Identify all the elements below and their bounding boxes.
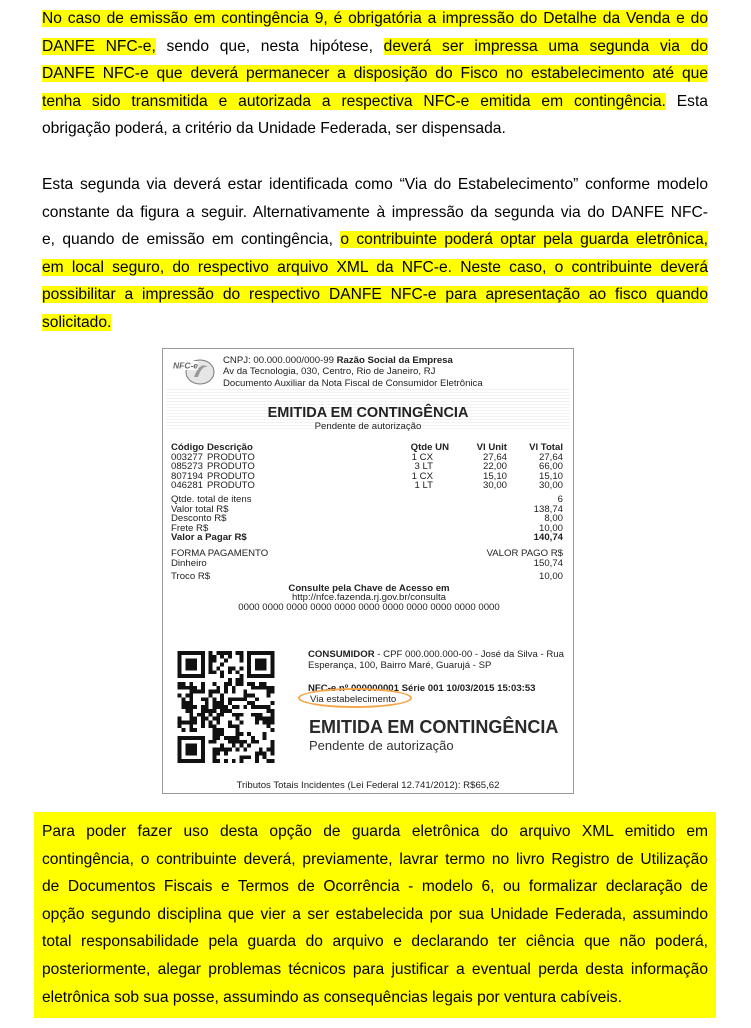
- razao-social: Razão Social da Empresa: [336, 355, 453, 366]
- text-segment: constante da figura a seguir. Alternativamente à impressão da segunda via do DANFE NFC-: [42, 203, 708, 221]
- text-line: [42, 33, 708, 61]
- total-value: 138,74: [533, 503, 563, 515]
- total-row: [171, 514, 567, 524]
- highlighted-text: deverá ser impressa uma segunda via do: [383, 37, 708, 55]
- access-chave: 0000 0000 0000 0000 0000 0000 0000 0000 0000 0000 0000: [238, 601, 500, 613]
- access-consulte: Consulte pela Chave de Acesso em: [288, 582, 450, 594]
- contingency-subtitle: Pendente de autorização: [314, 421, 422, 432]
- col-descricao: Descrição: [207, 442, 253, 453]
- contingency-subtitle-2: Pendente de autorização: [309, 738, 454, 753]
- col-vlunit: Vl Unit: [476, 442, 507, 453]
- consumer-line-2: Esperança, 100, Bairro Maré, Guarujá - SP: [308, 660, 492, 672]
- total-value: 8,00: [544, 513, 563, 525]
- text-line: [42, 115, 708, 143]
- valor-pago-label: VALOR PAGO R$: [486, 547, 563, 559]
- item-vlunit: 30,00: [482, 480, 507, 492]
- text-line: opção segundo disciplina que vier a ser estabelecida por sua Unidade Federada, assumindo: [42, 905, 708, 923]
- item-vltotal: 27,64: [538, 451, 563, 463]
- total-row: [171, 533, 567, 543]
- total-value: 10,00: [538, 522, 563, 534]
- payment-row: [171, 559, 567, 569]
- item-descricao: PRODUTO: [207, 470, 255, 482]
- text-line: de Documentos Fiscais e Termos de Ocorrência - modelo 6, ou formalizar declaração de: [42, 878, 708, 896]
- highlighted-text: possibilitar a impressão do respectivo DANFE NFC-e para apresentação ao fisco quando: [42, 286, 708, 304]
- text-segment: Esta segunda via deverá estar identificada como “Via do Estabelecimento” conforme modelo: [42, 176, 708, 193]
- highlight-oval: [298, 688, 412, 708]
- troco-label: Troco R$: [171, 571, 211, 583]
- item-vltotal: 15,10: [538, 470, 563, 482]
- text-line: [42, 60, 708, 88]
- text-line: [42, 254, 708, 282]
- text-segment: sendo que, nesta hipótese,: [155, 37, 384, 55]
- contingency-title: EMITIDA EM CONTINGÊNCIA: [267, 405, 469, 421]
- total-label: Frete R$: [171, 522, 209, 534]
- document-type: Documento Auxiliar da Nota Fiscal de Consumidor Eletrônica: [223, 377, 483, 389]
- total-row: [171, 505, 567, 515]
- consumer-line-1: - CPF 000.000.000-00 - José da Silva - Rua: [374, 649, 564, 660]
- highlighted-text: tenha sido transmitida e autorizada a respectiva NFC-e emitida em contingência.: [42, 92, 666, 110]
- highlighted-text: em local seguro, do respectivo arquivo XML da NFC-e. Neste caso, o contribuinte deverá: [42, 258, 708, 276]
- consumer-label: CONSUMIDOR: [308, 649, 375, 660]
- item-codigo: 046281: [171, 480, 204, 492]
- paragraph-3: [42, 818, 708, 1011]
- total-value: 6: [557, 493, 563, 505]
- danfe-receipt-figure: [162, 348, 574, 794]
- text-segment: e, quando de emissão em contingência,: [42, 231, 341, 249]
- text-line: [42, 171, 708, 199]
- items-table: [171, 443, 567, 613]
- item-codigo: 807194: [171, 470, 204, 482]
- col-vltotal: Vl Total: [529, 442, 563, 453]
- highlighted-text: No caso de emissão em contingência 9, é obrigatória a impressão do Detalhe da Venda e do: [42, 10, 708, 27]
- logo-text: NFC-e: [173, 360, 199, 371]
- text-line: [42, 199, 708, 227]
- text-line: total responsabilidade pela guarda do arquivo e declarando ter ciência que não poderá,: [42, 933, 708, 951]
- dinheiro-label: Dinheiro: [171, 557, 207, 569]
- total-label: Desconto R$: [171, 513, 227, 525]
- tributos-line: Tributos Totais Incidentes (Lei Federal 12.741/2012): R$65,62: [236, 780, 500, 791]
- text-segment: Esta: [665, 92, 708, 110]
- item-row: [171, 481, 567, 491]
- issuer-header: [223, 355, 483, 389]
- text-line: posteriormente, alegar problemas técnicos para justificar a eventual perda desta informação: [42, 960, 708, 978]
- text-line: [42, 226, 708, 254]
- item-vlunit: 22,00: [482, 461, 507, 473]
- text-line: eletrônica sob sua posse, assumindo as consequências legais por ventura cabíveis.: [42, 988, 622, 1006]
- nfce-number-line: NFC-e nº 000000001 Série 001 10/03/2015 15:03:53: [308, 683, 536, 694]
- item-vltotal: 30,00: [538, 480, 563, 492]
- qr-code-icon: [177, 651, 275, 763]
- item-codigo: 003277: [171, 451, 204, 463]
- item-qtde: 1 LT: [414, 480, 433, 492]
- total-label: Valor total R$: [171, 503, 229, 515]
- highlighted-text: DANFE NFC-e,: [42, 37, 156, 55]
- highlighted-text: solicitado.: [42, 313, 112, 331]
- consumer-info: [308, 649, 564, 671]
- troco-valor: 10,00: [538, 571, 563, 583]
- access-url: http://nfce.fazenda.rj.gov.br/consulta: [292, 592, 446, 604]
- item-vltotal: 66,00: [538, 461, 563, 473]
- contingency-title-2: EMITIDA EM CONTINGÊNCIA: [309, 717, 559, 737]
- text-segment: obrigação poderá, a critério da Unidade Federada, ser dispensada.: [42, 120, 506, 138]
- item-qtde: 1 CX: [411, 451, 433, 463]
- text-line: contingência, o contribuinte deverá, previamente, lavrar termo no livro Registro de Utilização: [42, 850, 708, 868]
- total-value: 140,74: [533, 532, 563, 544]
- item-vlunit: 15,10: [482, 470, 507, 482]
- item-vlunit: 27,64: [482, 451, 507, 463]
- text-line: [42, 309, 708, 337]
- via-estabelecimento: Via estabelecimento: [310, 694, 397, 705]
- item-codigo: 085273: [171, 461, 204, 473]
- paragraph-2: [42, 171, 708, 337]
- item-qtde: 1 CX: [411, 470, 433, 482]
- text-line: Para poder fazer uso desta opção de guarda eletrônica do arquivo XML emitido em: [42, 823, 708, 840]
- address: Av da Tecnologia, 030, Centro, Rio de Janeiro, RJ: [223, 366, 436, 378]
- dinheiro-valor: 150,74: [533, 557, 563, 569]
- item-descricao: PRODUTO: [207, 480, 255, 492]
- text-line: [42, 281, 708, 309]
- access-key-row: [171, 603, 567, 613]
- text-line: [42, 88, 708, 116]
- paragraph-1: [42, 5, 708, 143]
- item-descricao: PRODUTO: [207, 451, 255, 463]
- highlighted-text: DANFE NFC-e que deverá permanecer a disposição do Fisco no estabelecimento até que: [42, 65, 708, 83]
- total-label: Qtde. total de itens: [171, 493, 252, 505]
- text-line: [42, 5, 708, 33]
- total-label: Valor a Pagar R$: [171, 532, 247, 544]
- total-row: [171, 495, 567, 505]
- cnpj: CNPJ: 00.000.000/000-99: [223, 355, 334, 366]
- item-descricao: PRODUTO: [207, 461, 255, 473]
- highlighted-text: o contribuinte poderá optar pela guarda eletrônica,: [340, 231, 708, 249]
- troco-row: [171, 572, 567, 582]
- nfce-logo-icon: [170, 355, 216, 385]
- col-qtde: Qtde UN: [410, 442, 449, 453]
- item-qtde: 3 LT: [414, 461, 433, 473]
- col-codigo: Código: [171, 442, 205, 453]
- payment-header-row: [171, 549, 567, 559]
- forma-pagamento: FORMA PAGAMENTO: [171, 547, 269, 559]
